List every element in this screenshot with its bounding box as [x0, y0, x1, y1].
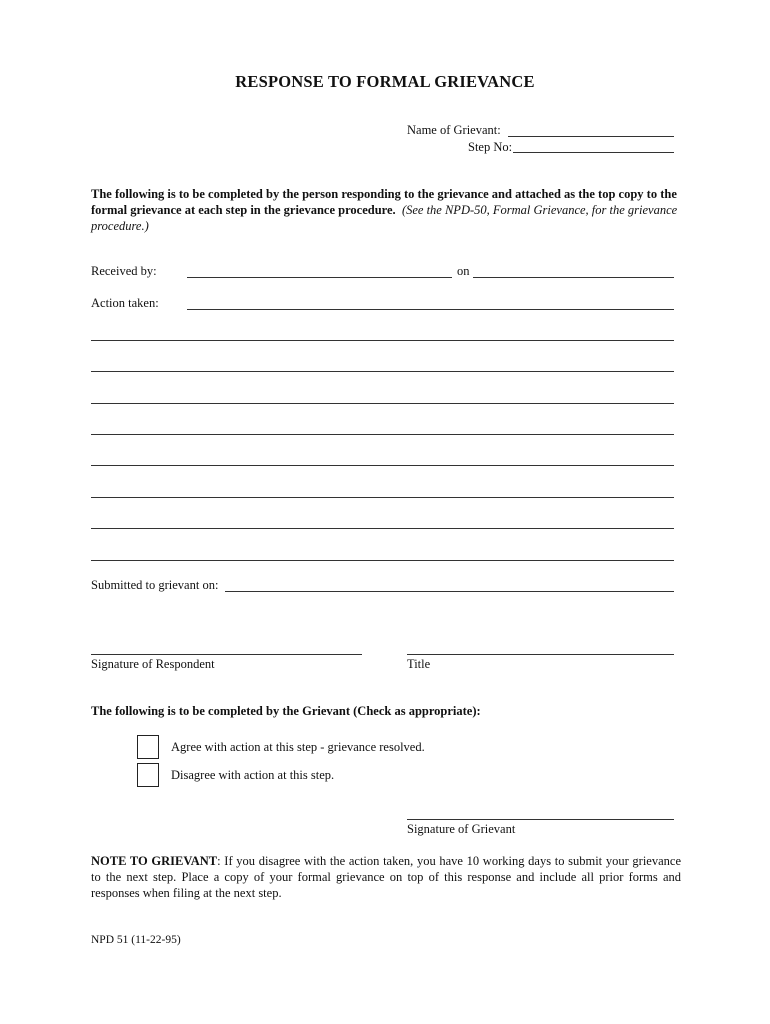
action-taken-line[interactable] [91, 465, 674, 466]
submitted-to-grievant-field[interactable] [225, 591, 674, 592]
step-no-label: Step No: [468, 140, 513, 154]
note-label: NOTE TO GRIEVANT [91, 854, 218, 868]
instructions-bold-text: The following is to be completed by the person responding to the grievance and attached as the top copy to the formal grievance at each step in the grievance procedure. [91, 187, 677, 217]
note-to-grievant [91, 853, 681, 901]
signature-grievant-label: Signature of Grievant [407, 822, 516, 836]
instructions-italic-text: (See the NPD-50, Formal Grievance, for the grievance procedure.) [91, 203, 678, 233]
action-taken-line[interactable] [91, 497, 674, 498]
note-text: : If you disagree with the action taken, you have 10 working days to submit your grievance to the next step. Place a copy of your formal grievance on top of this response and include all prior forms and responses when filing at the next step. [91, 854, 681, 900]
signature-grievant-line[interactable] [407, 819, 674, 820]
received-on-date-field[interactable] [473, 277, 674, 278]
step-no-field[interactable] [513, 152, 674, 153]
action-taken-line[interactable] [91, 434, 674, 435]
action-taken-line[interactable] [91, 340, 674, 341]
grievant-section-heading: The following is to be completed by the Grievant (Check as appropriate): [91, 704, 481, 718]
instructions-paragraph [91, 186, 681, 234]
name-of-grievant-label: Name of Grievant: [407, 123, 501, 137]
action-taken-line[interactable] [91, 528, 674, 529]
form-title: RESPONSE TO FORMAL GRIEVANCE [235, 72, 535, 91]
action-taken-line[interactable] [91, 560, 674, 561]
form-code: NPD 51 (11-22-95) [91, 934, 181, 946]
disagree-checkbox[interactable] [137, 763, 159, 787]
submitted-to-grievant-label: Submitted to grievant on: [91, 578, 219, 592]
received-by-label: Received by: [91, 264, 157, 278]
name-of-grievant-field[interactable] [508, 136, 674, 137]
agree-option-label: Agree with action at this step - grievance resolved. [171, 740, 425, 754]
disagree-option-label: Disagree with action at this step. [171, 768, 335, 782]
received-by-field[interactable] [187, 277, 452, 278]
respondent-title-line[interactable] [407, 654, 674, 655]
action-taken-line[interactable] [91, 371, 674, 372]
signature-respondent-line[interactable] [91, 654, 362, 655]
respondent-title-label: Title [407, 657, 431, 671]
signature-respondent-label: Signature of Respondent [91, 657, 215, 671]
agree-checkbox[interactable] [137, 735, 159, 759]
action-taken-line[interactable] [91, 403, 674, 404]
action-taken-label: Action taken: [91, 296, 159, 310]
on-label: on [457, 264, 470, 278]
action-taken-field[interactable] [187, 309, 674, 310]
